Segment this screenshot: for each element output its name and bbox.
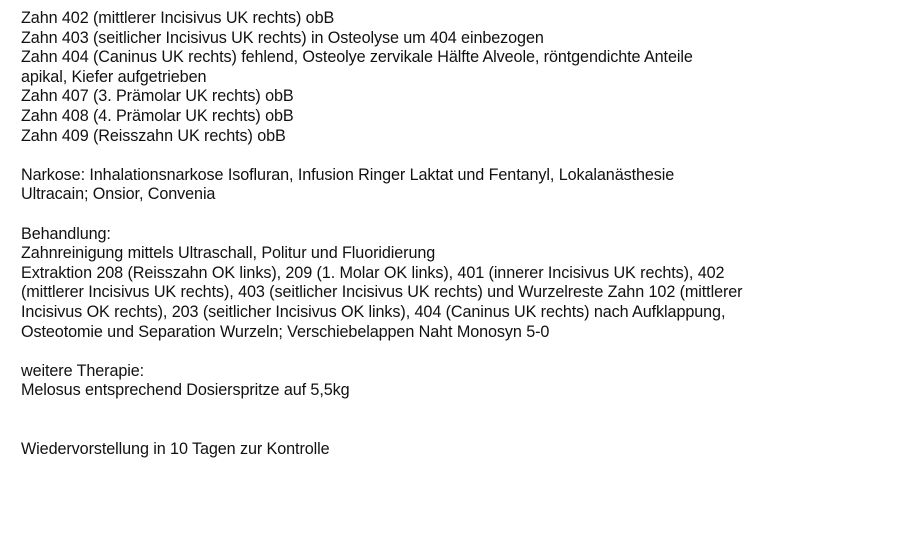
finding-line: Zahn 407 (3. Prämolar UK rechts) obB bbox=[21, 87, 294, 106]
document-body bbox=[21, 9, 891, 460]
finding-line: apikal, Kiefer aufgetrieben bbox=[21, 67, 207, 86]
finding-line: Zahn 403 (seitlicher Incisivus UK rechts) in Osteolyse um 404 einbezogen bbox=[21, 28, 544, 47]
anesthesia-line: Ultracain; Onsior, Convenia bbox=[21, 185, 216, 204]
treatment-line: Incisivus OK rechts), 203 (seitlicher Incisivus OK links), 404 (Caninus UK rechts) nach Aufklappung, bbox=[21, 302, 726, 321]
findings-section bbox=[21, 9, 891, 146]
treatment-line: Osteotomie und Separation Wurzeln; Verschiebelappen Naht Monosyn 5-0 bbox=[21, 322, 550, 341]
further-therapy-section bbox=[21, 362, 891, 401]
finding-line: Zahn 408 (4. Prämolar UK rechts) obB bbox=[21, 106, 294, 125]
further-therapy-line: Melosus entsprechend Dosierspritze auf 5,5kg bbox=[21, 381, 350, 400]
spacer bbox=[21, 146, 891, 166]
spacer bbox=[21, 342, 891, 362]
follow-up-line: Wiedervorstellung in 10 Tagen zur Kontrolle bbox=[21, 440, 330, 459]
treatment-line: (mittlerer Incisivus UK rechts), 403 (seitlicher Incisivus UK rechts) und Wurzelreste Zahn 102 (mittlerer bbox=[21, 283, 743, 302]
finding-line: Zahn 404 (Caninus UK rechts) fehlend, Osteolye zervikale Hälfte Alveole, röntgendichte Anteile bbox=[21, 48, 693, 67]
anesthesia-line: Narkose: Inhalationsnarkose Isofluran, Infusion Ringer Laktat und Fentanyl, Lokalanästhesie bbox=[21, 165, 675, 184]
treatment-section bbox=[21, 225, 891, 343]
anesthesia-section bbox=[21, 166, 891, 205]
spacer bbox=[21, 205, 891, 225]
finding-line: Zahn 402 (mittlerer Incisivus UK rechts) obB bbox=[21, 9, 335, 27]
finding-line: Zahn 409 (Reisszahn UK rechts) obB bbox=[21, 126, 286, 145]
treatment-line: Extraktion 208 (Reisszahn OK links), 209 (1. Molar OK links), 401 (innerer Incisivus UK rechts), 402 bbox=[21, 263, 725, 282]
spacer bbox=[21, 401, 891, 440]
further-therapy-heading: weitere Therapie: bbox=[21, 361, 145, 380]
follow-up-section bbox=[21, 440, 891, 460]
treatment-heading: Behandlung: bbox=[21, 224, 111, 243]
treatment-line: Zahnreinigung mittels Ultraschall, Politur und Fluoridierung bbox=[21, 244, 436, 263]
